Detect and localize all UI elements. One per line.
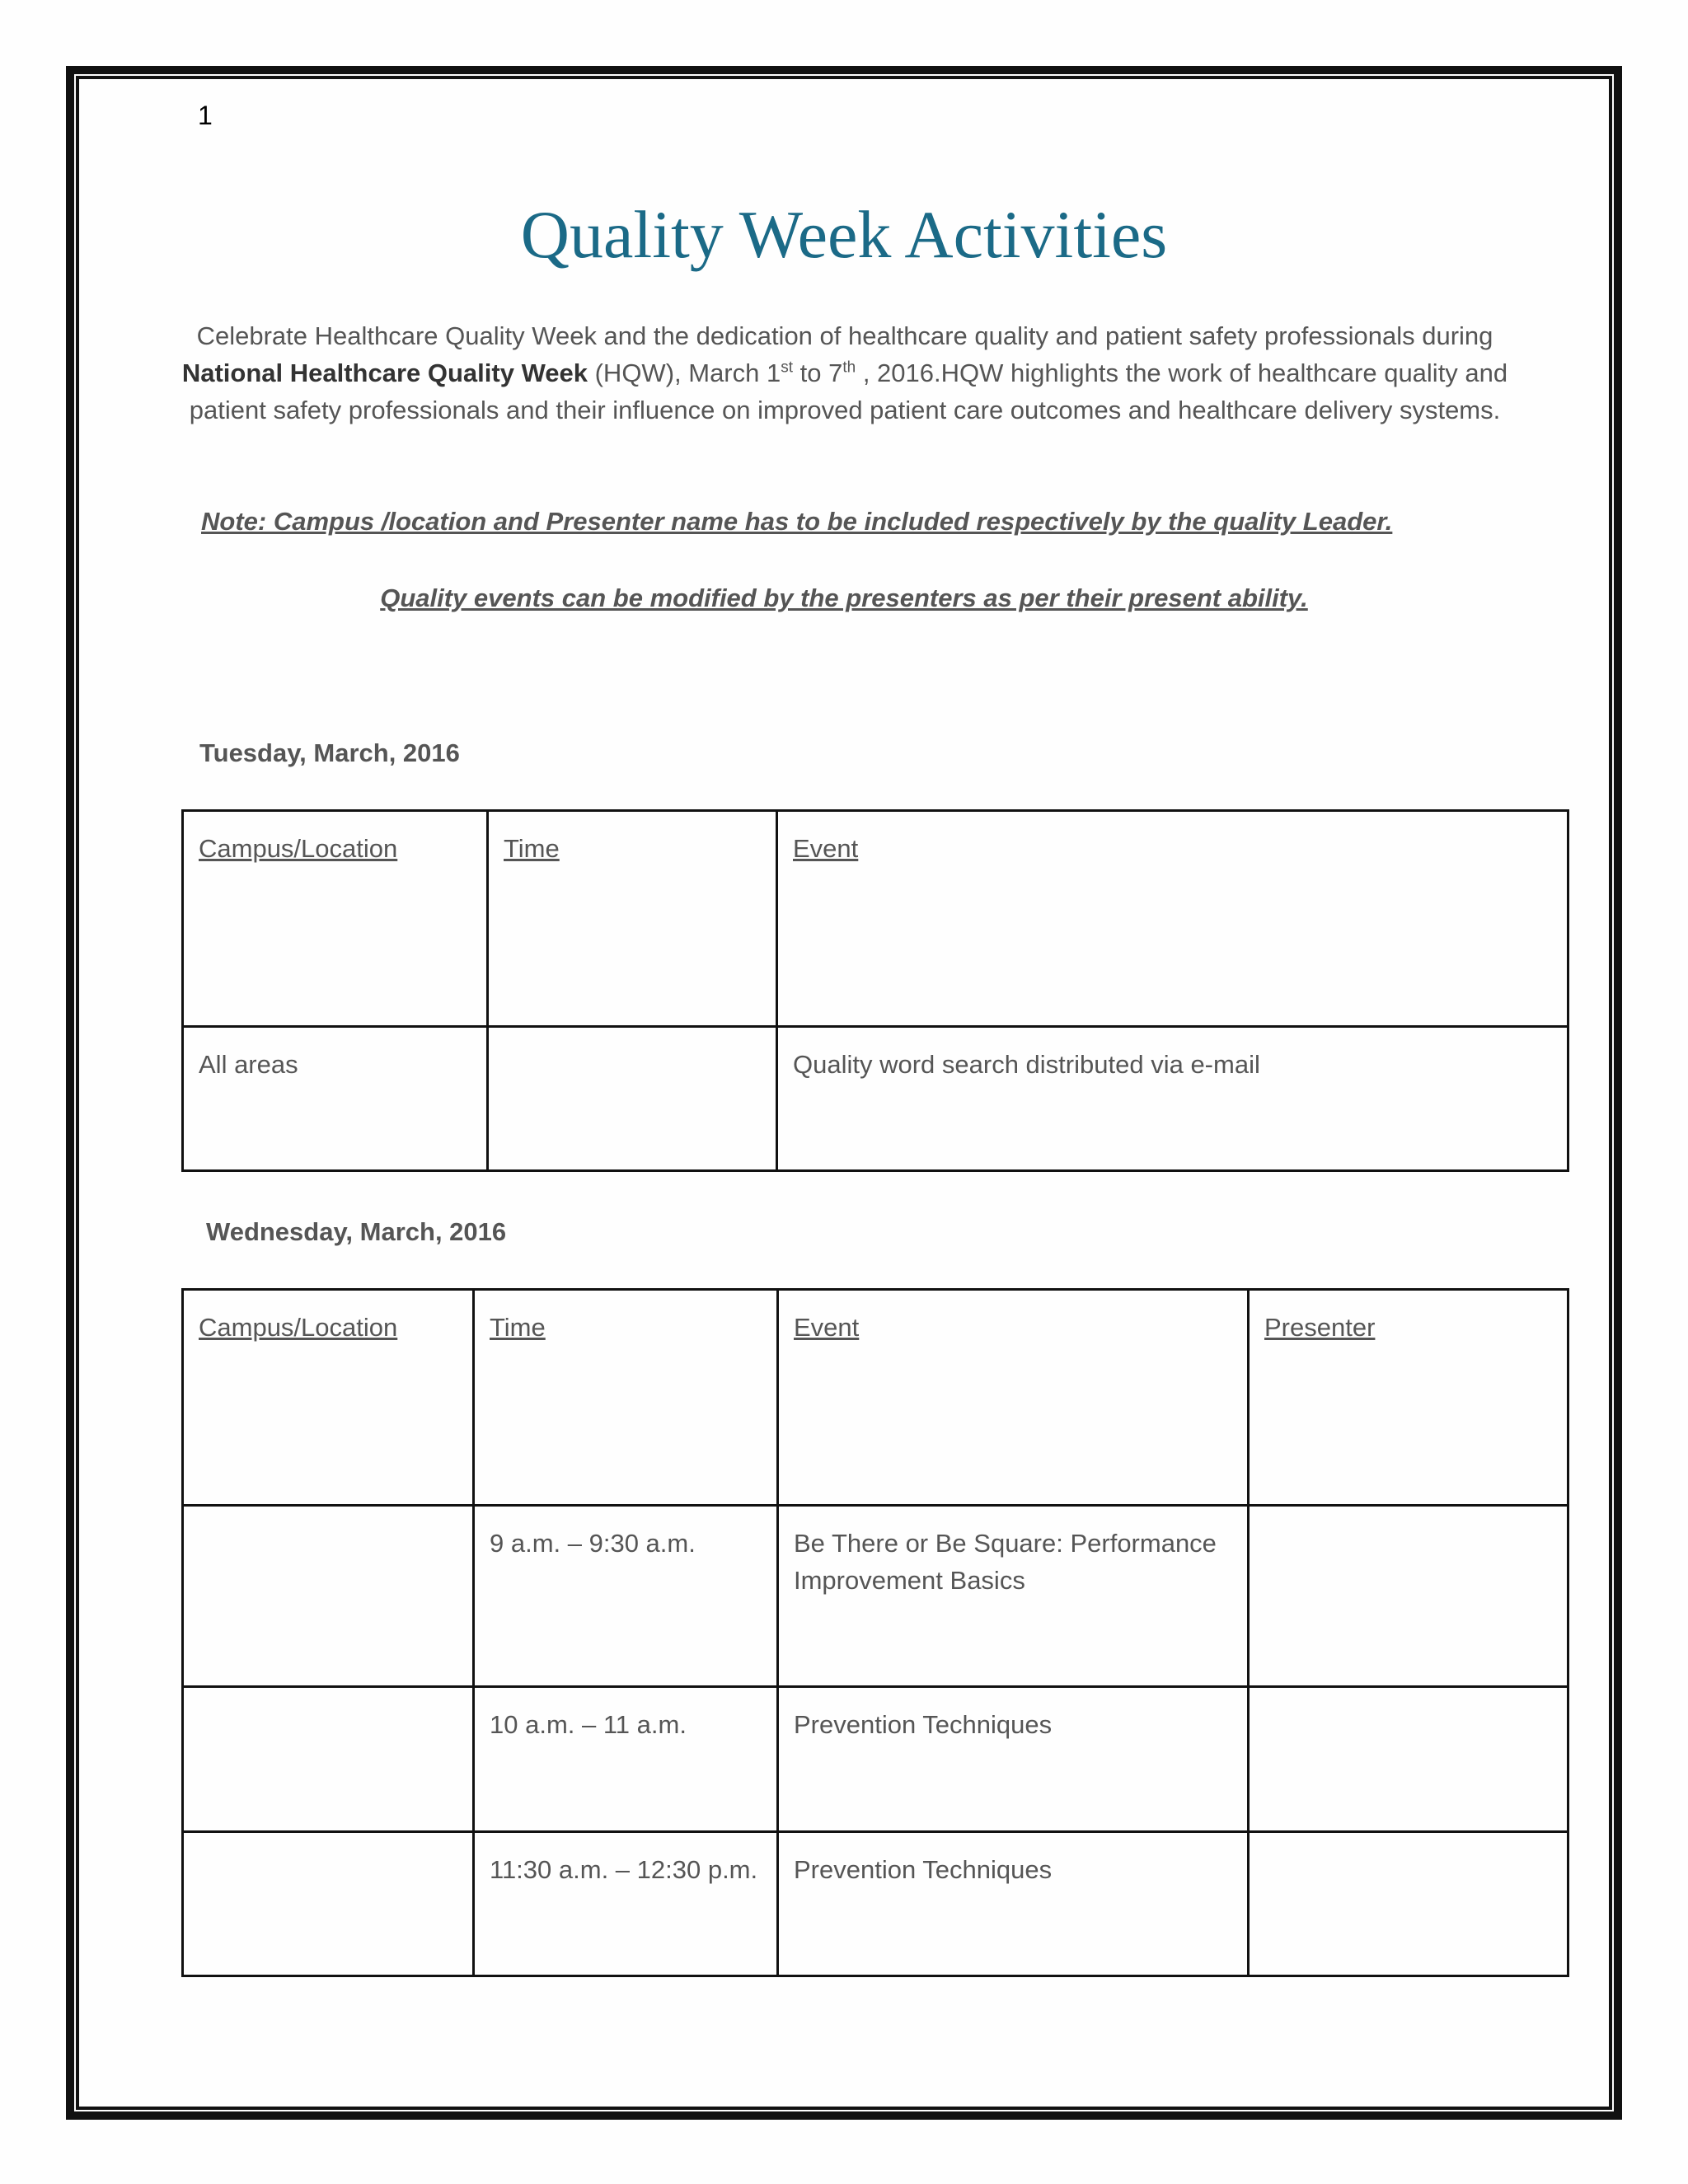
- page-number: 1: [198, 101, 213, 130]
- intro-sup-2: th: [842, 359, 856, 377]
- cell-campus: All areas: [183, 1027, 488, 1171]
- intro-text-3: to 7: [793, 359, 843, 387]
- intro-text-1: Celebrate Healthcare Quality Week and the dedication of healthcare quality and patient safety professionals during: [196, 321, 1493, 350]
- cell-campus: [183, 1506, 474, 1687]
- cell-event: Be There or Be Square: Performance Improvement Basics: [778, 1506, 1249, 1687]
- cell-event: Quality word search distributed via e-mail: [777, 1027, 1568, 1171]
- intro-text-4: , 2016.HQW highlights the work of healthcare quality and patient safety professionals and their influence on improved patient care outcomes and healthcare delivery systems.: [189, 359, 1508, 424]
- table-row: [183, 1832, 1568, 1976]
- intro-text-2: (HQW), March 1: [588, 359, 781, 387]
- header-time: Time: [488, 811, 777, 1027]
- intro-sup-1: st: [781, 359, 794, 377]
- cell-time: 11:30 a.m. – 12:30 p.m.: [474, 1832, 778, 1976]
- cell-time: 10 a.m. – 11 a.m.: [474, 1687, 778, 1832]
- tuesday-heading: Tuesday, March, 2016: [199, 738, 460, 767]
- cell-time: 9 a.m. – 9:30 a.m.: [474, 1506, 778, 1687]
- cell-presenter: [1249, 1832, 1568, 1976]
- cell-presenter: [1249, 1687, 1568, 1832]
- wednesday-heading: Wednesday, March, 2016: [206, 1217, 507, 1246]
- table-row: [183, 1687, 1568, 1832]
- cell-time: [488, 1027, 777, 1171]
- tuesday-table: [181, 809, 1569, 1172]
- wednesday-table: [181, 1288, 1569, 1977]
- header-campus: Campus/Location: [183, 811, 488, 1027]
- header-time: Time: [474, 1290, 778, 1506]
- cell-campus: [183, 1687, 474, 1832]
- header-event: Event: [778, 1290, 1249, 1506]
- table-header-row: [183, 811, 1568, 1027]
- intro-bold: National Healthcare Quality Week: [181, 359, 588, 387]
- cell-event: Prevention Techniques: [778, 1832, 1249, 1976]
- note-modifiable: Quality events can be modified by the presenters as per their present ability.: [380, 583, 1308, 612]
- cell-presenter: [1249, 1506, 1568, 1687]
- header-campus: Campus/Location: [183, 1290, 474, 1506]
- header-event: Event: [777, 811, 1568, 1027]
- note-presenter: Note: Campus /location and Presenter name has to be included respectively by the quality Leader.: [201, 507, 1393, 536]
- intro-paragraph: [181, 317, 1508, 429]
- header-presenter: Presenter: [1249, 1290, 1568, 1506]
- cell-campus: [183, 1832, 474, 1976]
- cell-event: Prevention Techniques: [778, 1687, 1249, 1832]
- table-row: [183, 1506, 1568, 1687]
- table-header-row: [183, 1290, 1568, 1506]
- page-title: Quality Week Activities: [520, 197, 1168, 272]
- table-row: [183, 1027, 1568, 1171]
